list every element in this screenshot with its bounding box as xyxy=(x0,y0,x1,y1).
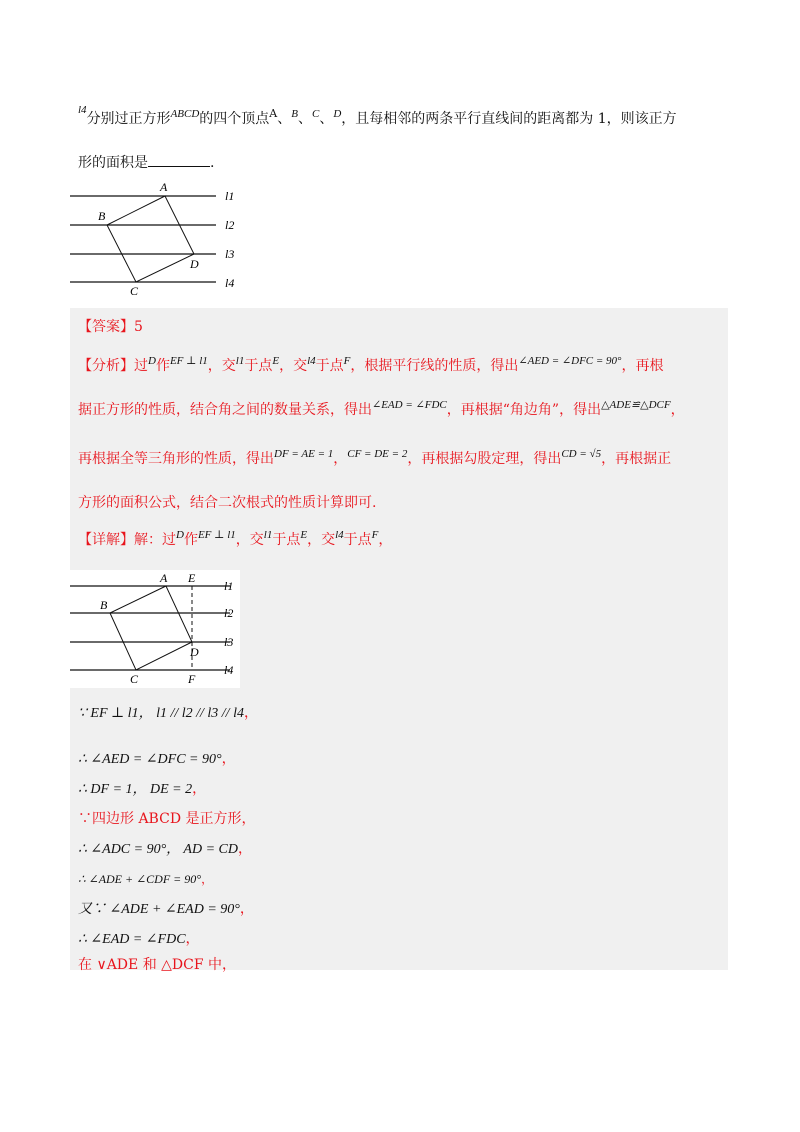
step-4 xyxy=(78,808,256,828)
step-math: ∵四边形 ABCD 是正方形 xyxy=(78,811,242,827)
step-math: ∴ ∠ADC = 90°， AD = CD xyxy=(78,842,238,857)
text: ， xyxy=(378,532,393,548)
step-7 xyxy=(78,898,254,918)
var-e: E xyxy=(300,529,308,541)
sep: 、 xyxy=(297,111,312,127)
fig1-label-a: A xyxy=(160,180,168,194)
math-cd: CD = √5 xyxy=(561,448,602,460)
fig2-label-b: B xyxy=(100,598,108,612)
text: ，再根 xyxy=(621,358,664,374)
step-5 xyxy=(78,838,252,858)
step-3 xyxy=(78,778,206,798)
step-math: ∴ DF = 1， DE = 2 xyxy=(78,782,193,797)
analysis-line-3 xyxy=(78,448,671,468)
detail-label: 【详解】 xyxy=(78,532,134,548)
text: 于点 xyxy=(343,532,372,548)
fig2-label-d: D xyxy=(190,645,199,659)
figure-1 xyxy=(70,178,250,298)
math-congruent: △ADE≌△DCF xyxy=(601,399,671,411)
step-tail: ， xyxy=(243,705,258,721)
vertex-a: A xyxy=(269,107,278,120)
var-square: ABCD xyxy=(170,108,200,120)
step-tail: ， xyxy=(201,872,214,886)
step-8 xyxy=(78,928,200,948)
text: 作 xyxy=(183,532,198,548)
math-ef-perp: EF ⊥ l1 xyxy=(169,355,208,367)
math-df: DF = AE = 1 xyxy=(274,448,334,460)
var-l4: l4 xyxy=(335,529,344,541)
problem-line-1 xyxy=(78,104,677,128)
var-d: D xyxy=(176,529,184,541)
analysis-label: 【分析】 xyxy=(78,358,134,374)
fig2-label-f: F xyxy=(188,672,196,686)
problem-text: 分别过正方形 xyxy=(86,111,171,127)
text: 据正方形的性质，结合角之间的数量关系，得出 xyxy=(78,402,372,418)
problem-text: . xyxy=(210,155,215,171)
text: 于点 xyxy=(315,358,344,374)
problem-line-2 xyxy=(78,152,214,172)
var-d: D xyxy=(148,355,156,367)
var-l1: l1 xyxy=(263,529,273,541)
step-tail: ， xyxy=(185,931,200,947)
answer-blank xyxy=(148,154,210,167)
var-l1: l1 xyxy=(235,355,245,367)
text: 于点 xyxy=(244,358,273,374)
problem-text: 形的面积是 xyxy=(78,155,148,171)
sep: 、 xyxy=(319,111,334,127)
step-tail: ， xyxy=(221,751,236,767)
answer-line xyxy=(78,316,143,336)
step-tail: ， xyxy=(192,781,207,797)
fig1-label-l4: l4 xyxy=(225,276,235,290)
text: 作 xyxy=(155,358,170,374)
math-cf: CF = DE = 2 xyxy=(347,448,408,460)
step-math: 在 ∨ADE 和 △DCF 中 xyxy=(78,957,223,973)
text: ， xyxy=(670,402,685,418)
answer-value: 5 xyxy=(134,319,143,335)
fig2-label-a: A xyxy=(160,571,168,585)
text: ，交 xyxy=(307,532,336,548)
text: ，交 xyxy=(279,358,308,374)
step-tail: ， xyxy=(238,841,252,857)
answer-label: 【答案】 xyxy=(78,319,134,335)
step-1 xyxy=(78,702,258,722)
problem-text: ，且每相邻的两条平行直线间的距离都为 1，则该正方 xyxy=(341,111,677,127)
fig1-label-l2: l2 xyxy=(225,218,235,232)
step-6 xyxy=(78,870,213,887)
step-math: 又∵ ∠ADE + ∠EAD = 90° xyxy=(78,902,240,917)
text: 解：过 xyxy=(134,532,176,548)
step-math: ∴ ∠ADE + ∠CDF = 90° xyxy=(78,872,202,886)
text: ，再根据正 xyxy=(601,451,672,467)
math-angles: ∠AED = ∠DFC = 90° xyxy=(518,355,622,367)
fig2-label-c: C xyxy=(130,672,139,686)
var-f: F xyxy=(343,355,351,367)
step-math: ∵ EF ⊥ l1， l1 // l2 // l3 // l4 xyxy=(78,706,244,721)
detail-line-1 xyxy=(78,528,392,549)
var-l4: l4 xyxy=(307,355,316,367)
var-e: E xyxy=(272,355,280,367)
fig1-label-l3: l3 xyxy=(225,247,235,261)
fig1-label-d: D xyxy=(190,257,199,271)
vertex-c: C xyxy=(311,108,320,120)
sep: 、 xyxy=(277,111,292,127)
var-l4: l4 xyxy=(78,104,87,116)
math-angle-eq: ∠EAD = ∠FDC xyxy=(372,399,447,411)
fig1-label-b: B xyxy=(98,209,106,223)
analysis-line-1 xyxy=(78,354,663,375)
vertex-b: B xyxy=(291,108,298,120)
text: 再根据全等三角形的性质，得出 xyxy=(78,451,274,467)
step-tail: ， xyxy=(222,957,237,973)
text: ，再根据勾股定理，得出 xyxy=(407,451,562,467)
analysis-line-2 xyxy=(78,398,685,419)
figure-2 xyxy=(70,570,240,688)
step-2 xyxy=(78,748,236,768)
var-f: F xyxy=(371,529,379,541)
fig2-label-l3: l3 xyxy=(224,635,234,649)
step-math: ∴ ∠AED = ∠DFC = 90° xyxy=(78,752,222,767)
text: ，根据平行线的性质，得出 xyxy=(350,358,519,374)
analysis-line-4 xyxy=(78,492,376,512)
fig2-label-l4: l4 xyxy=(224,663,234,677)
text: ，交 xyxy=(207,358,236,374)
math-ef-perp: EF ⊥ l1 xyxy=(197,529,236,541)
step-math: ∴ ∠EAD = ∠FDC xyxy=(78,932,186,947)
fig1-label-c: C xyxy=(130,284,139,298)
fig1-label-l1: l1 xyxy=(225,189,235,203)
text: 过 xyxy=(134,358,148,374)
fig2-label-l2: l2 xyxy=(224,606,234,620)
fig2-label-l1: l1 xyxy=(224,579,234,593)
text: ，再根据“角边角”，得出 xyxy=(446,402,602,418)
problem-text: 的四个顶点 xyxy=(199,111,270,127)
fig2-label-e: E xyxy=(188,571,196,585)
vertex-d: D xyxy=(333,108,342,120)
text: ， xyxy=(333,451,348,467)
step-tail: ， xyxy=(241,811,256,827)
text: ，交 xyxy=(235,532,264,548)
step-tail: ， xyxy=(239,901,254,917)
text: 方形的面积公式，结合二次根式的性质计算即可. xyxy=(78,495,377,511)
step-9 xyxy=(78,954,236,974)
text: 于点 xyxy=(272,532,301,548)
